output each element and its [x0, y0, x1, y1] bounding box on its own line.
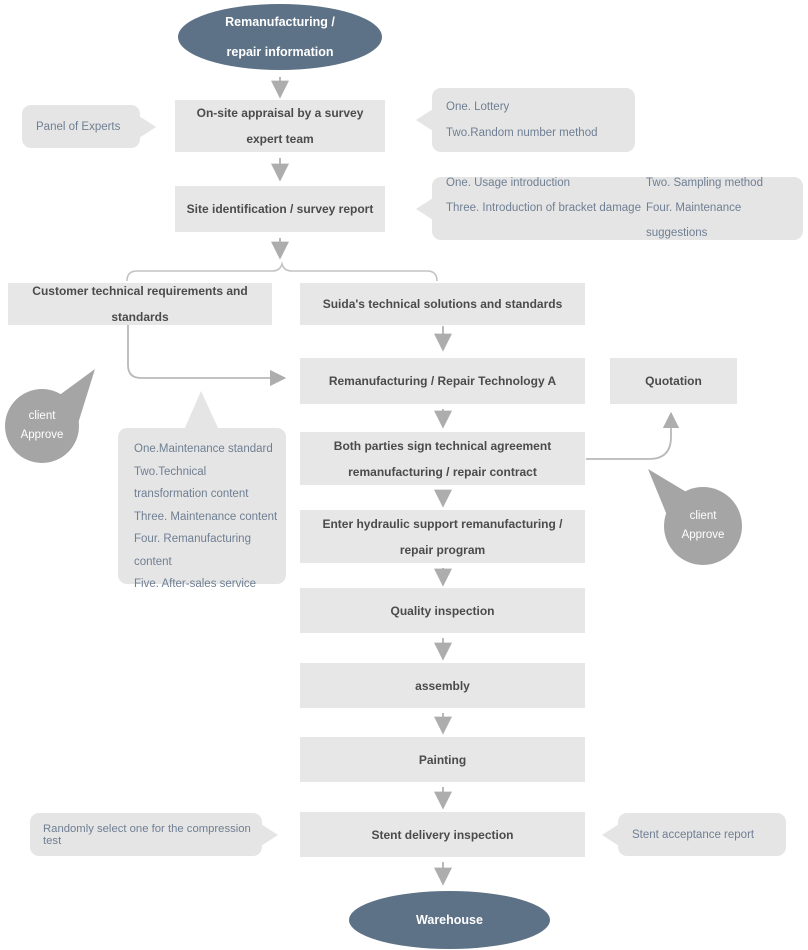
node-assembly [300, 663, 585, 708]
start-label-line2: repair information [226, 45, 334, 59]
callout-compression-test [30, 813, 262, 856]
callout-agreement-contents [118, 428, 286, 590]
connector-customer-to-technology [128, 325, 283, 378]
start-terminal [178, 4, 382, 70]
compression-test-label: Randomly select one for the compression test [43, 822, 251, 847]
repair-program-line1: Enter hydraulic support remanufacturing / [322, 516, 563, 531]
end-terminal [349, 891, 550, 949]
agreement-content-item: Four. Remanufacturing content [134, 533, 251, 568]
agreement-content-item: Two.Technical transformation content [134, 465, 249, 500]
callout-selection-methods [432, 88, 635, 152]
node-customer-requirements [8, 283, 272, 325]
agreement-content-item: Three. Maintenance content [134, 510, 278, 523]
node-site-identification [175, 186, 385, 232]
callout-pointer-left-icon [602, 824, 619, 846]
connector-agreement-to-quotation [586, 415, 671, 459]
callout-pointer-left-icon [416, 198, 433, 220]
selection-method-item: One. Lottery [446, 101, 510, 113]
onsite-label-line2: expert team [246, 132, 314, 146]
site-identification-label: Site identification / survey report [186, 202, 374, 216]
start-label-line1: Remanufacturing / [225, 15, 335, 29]
node-quotation [610, 358, 737, 404]
agreement-callout-pointer [184, 391, 219, 430]
sign-agreement-line2: remanufacturing / repair contract [348, 464, 537, 479]
onsite-label-line1: On-site appraisal by a survey [196, 106, 364, 120]
report-content-item: Four. Maintenance suggestions [646, 202, 742, 239]
panel-of-experts-label: Panel of Experts [36, 120, 121, 133]
sign-agreement-line1: Both parties sign technical agreement [333, 438, 552, 453]
node-sign-agreement [300, 432, 585, 485]
callout-acceptance-report [618, 813, 786, 856]
customer-requirements-label: Customer technical requirements and standards [32, 284, 248, 324]
node-suida-solutions [300, 283, 585, 325]
client-approve-left-line2: Approve [20, 429, 64, 441]
client-approve-badge-right [664, 487, 742, 565]
callout-report-contents [432, 177, 803, 240]
quotation-label: Quotation [645, 374, 702, 388]
node-onsite-appraisal [175, 100, 385, 152]
quality-inspection-label: Quality inspection [390, 603, 495, 618]
report-content-item: One. Usage introduction [446, 177, 571, 189]
report-content-item: Two. Sampling method [646, 177, 763, 189]
node-repair-technology [300, 358, 585, 404]
repair-program-line2: repair program [399, 542, 486, 557]
node-painting [300, 737, 585, 782]
callout-pointer-left-icon [416, 109, 433, 131]
callout-panel-of-experts [22, 105, 140, 148]
client-approve-badge-left [5, 389, 79, 463]
agreement-content-item: One.Maintenance standard [134, 443, 273, 455]
painting-label: Painting [418, 752, 467, 767]
stent-delivery-label: Stent delivery inspection [371, 827, 514, 842]
callout-pointer-right-icon [139, 116, 156, 138]
agreement-content-item: Five. After-sales service [134, 578, 257, 590]
node-quality-inspection [300, 588, 585, 633]
client-approve-right-line1: client [689, 510, 717, 522]
warehouse-label: Warehouse [416, 913, 483, 927]
callout-pointer-right-icon [261, 824, 278, 846]
report-contents-grid [446, 171, 797, 246]
client-approve-left-line1: client [28, 410, 56, 422]
suida-solutions-label: Suida's technical solutions and standards [322, 297, 563, 311]
acceptance-report-label: Stent acceptance report [632, 828, 755, 841]
report-content-item: Three. Introduction of bracket damage [446, 202, 641, 214]
client-approve-right-line2: Approve [681, 529, 725, 541]
repair-technology-label: Remanufacturing / Repair Technology A [328, 374, 557, 388]
assembly-label: assembly [415, 678, 470, 693]
node-stent-delivery-inspection [300, 812, 585, 857]
selection-method-item: Two.Random number method [446, 127, 598, 139]
node-repair-program [300, 510, 585, 563]
